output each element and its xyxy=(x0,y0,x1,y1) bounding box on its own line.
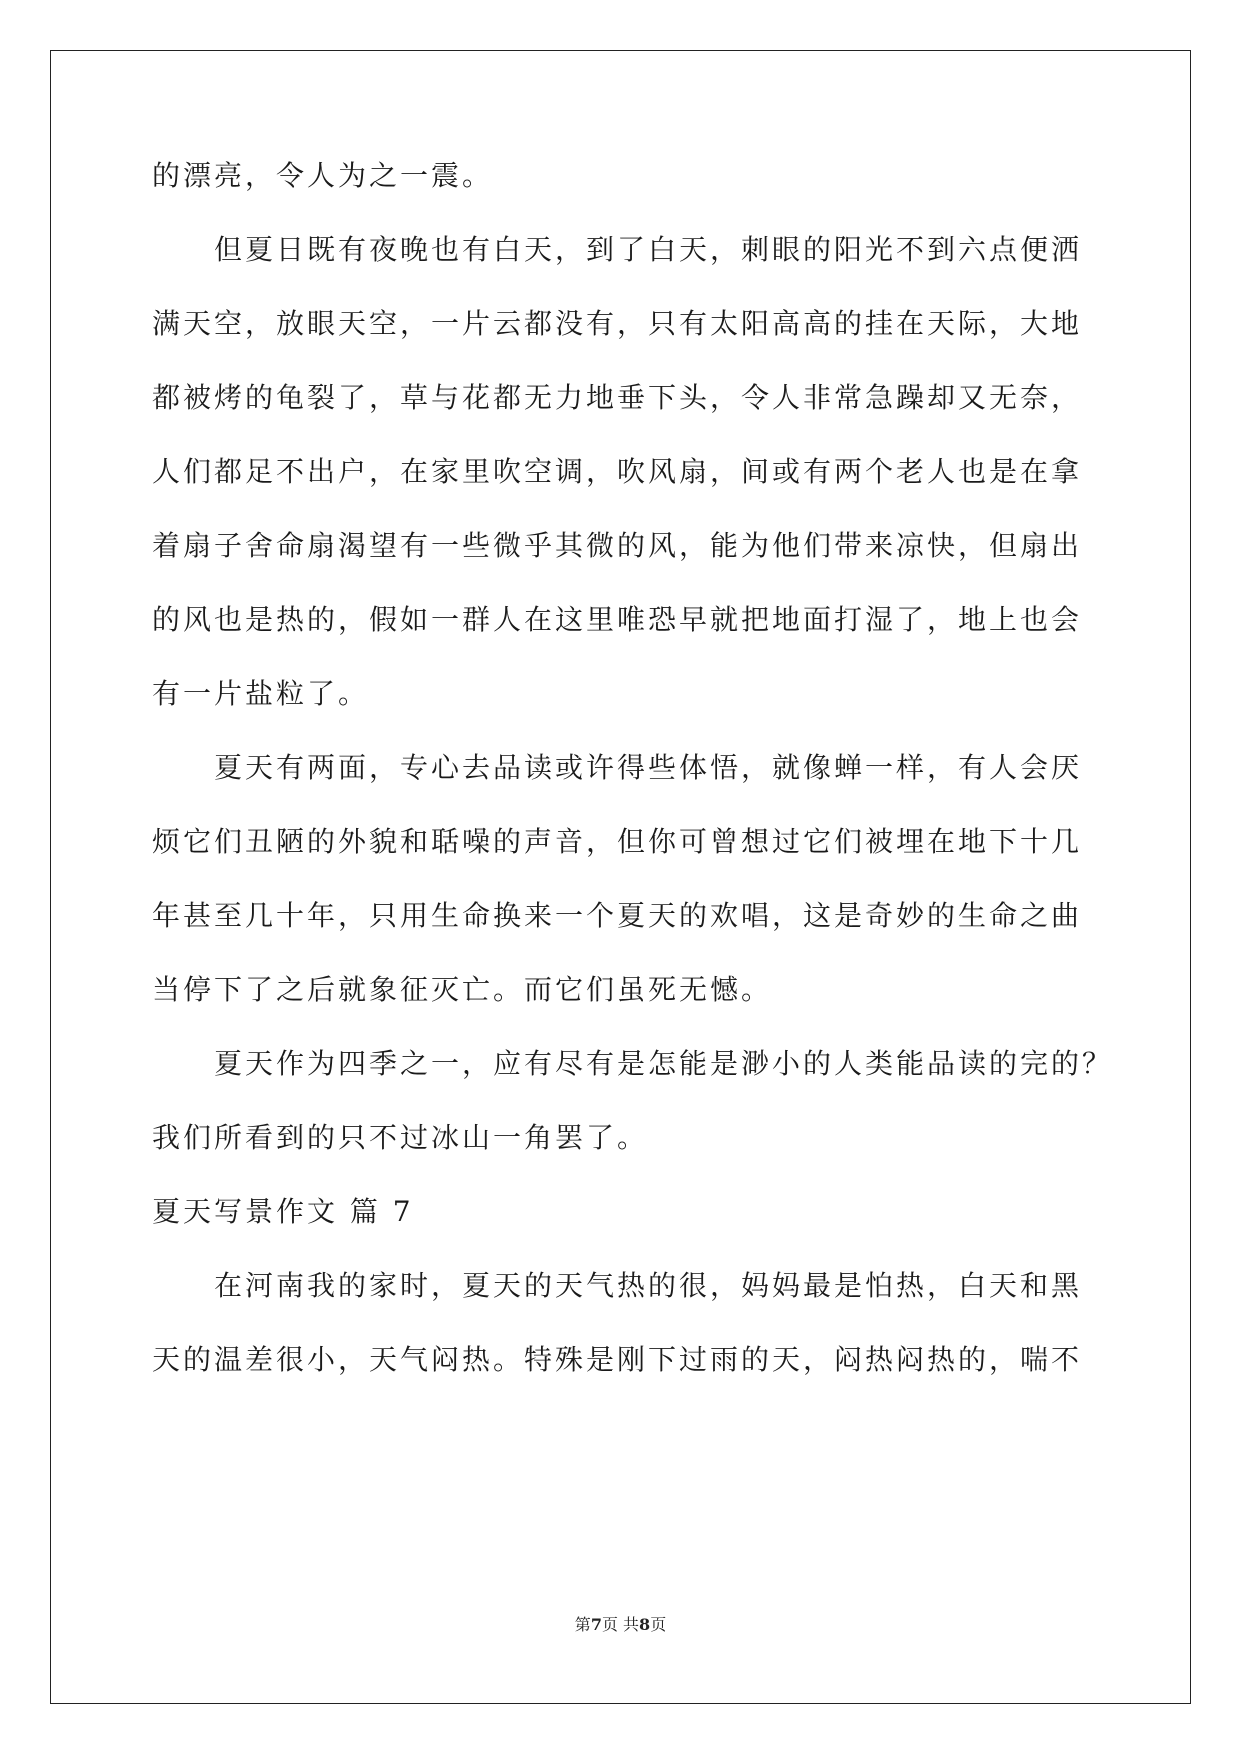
text-line: 的风也是热的，假如一群人在这里唯恐早就把地面打湿了，地上也会 xyxy=(152,603,1083,636)
footer-prefix: 第 xyxy=(574,1615,591,1634)
text-line: 但夏日既有夜晚也有白天，到了白天，刺眼的阳光不到六点便洒 xyxy=(152,233,1083,266)
total-page-count: 8 xyxy=(639,1615,651,1634)
text-line: 在河南我的家时，夏天的天气热的很，妈妈最是怕热，白天和黑 xyxy=(152,1269,1083,1302)
footer-middle: 页 共 xyxy=(601,1615,640,1634)
text-line: 我们所看到的只不过冰山一角罢了。 xyxy=(152,1121,649,1154)
text-line: 夏天有两面，专心去品读或许得些体悟，就像蝉一样，有人会厌 xyxy=(152,751,1083,784)
page-border xyxy=(50,50,1191,1704)
text-line: 有一片盐粒了。 xyxy=(152,677,370,710)
text-line: 夏天作为四季之一，应有尽有是怎能是渺小的人类能品读的完的？ xyxy=(152,1047,1114,1080)
text-line: 年甚至几十年，只用生命换来一个夏天的欢唱，这是奇妙的生命之曲 xyxy=(152,899,1083,932)
text-line: 都被烤的龟裂了，草与花都无力地垂下头，令人非常急躁却又无奈， xyxy=(152,381,1083,414)
text-line: 人们都足不出户，在家里吹空调，吹风扇，间或有两个老人也是在拿 xyxy=(152,455,1083,488)
text-line: 天的温差很小，天气闷热。特殊是刚下过雨的天，闷热闷热的，喘不 xyxy=(152,1343,1083,1376)
section-heading: 夏天写景作文 篇 7 xyxy=(152,1195,414,1228)
text-line: 着扇子舍命扇渴望有一些微乎其微的风，能为他们带来凉快，但扇出 xyxy=(152,529,1083,562)
text-line: 的漂亮，令人为之一震。 xyxy=(152,159,494,192)
text-line: 当停下了之后就象征灭亡。而它们虽死无憾。 xyxy=(152,973,773,1006)
text-line: 满天空，放眼天空，一片云都没有，只有太阳高高的挂在天际，大地 xyxy=(152,307,1083,340)
footer-suffix: 页 xyxy=(650,1615,667,1634)
current-page-number: 7 xyxy=(590,1615,602,1634)
text-line: 烦它们丑陋的外貌和聒噪的声音，但你可曾想过它们被埋在地下十几 xyxy=(152,825,1083,858)
page-footer xyxy=(0,1615,1241,1635)
